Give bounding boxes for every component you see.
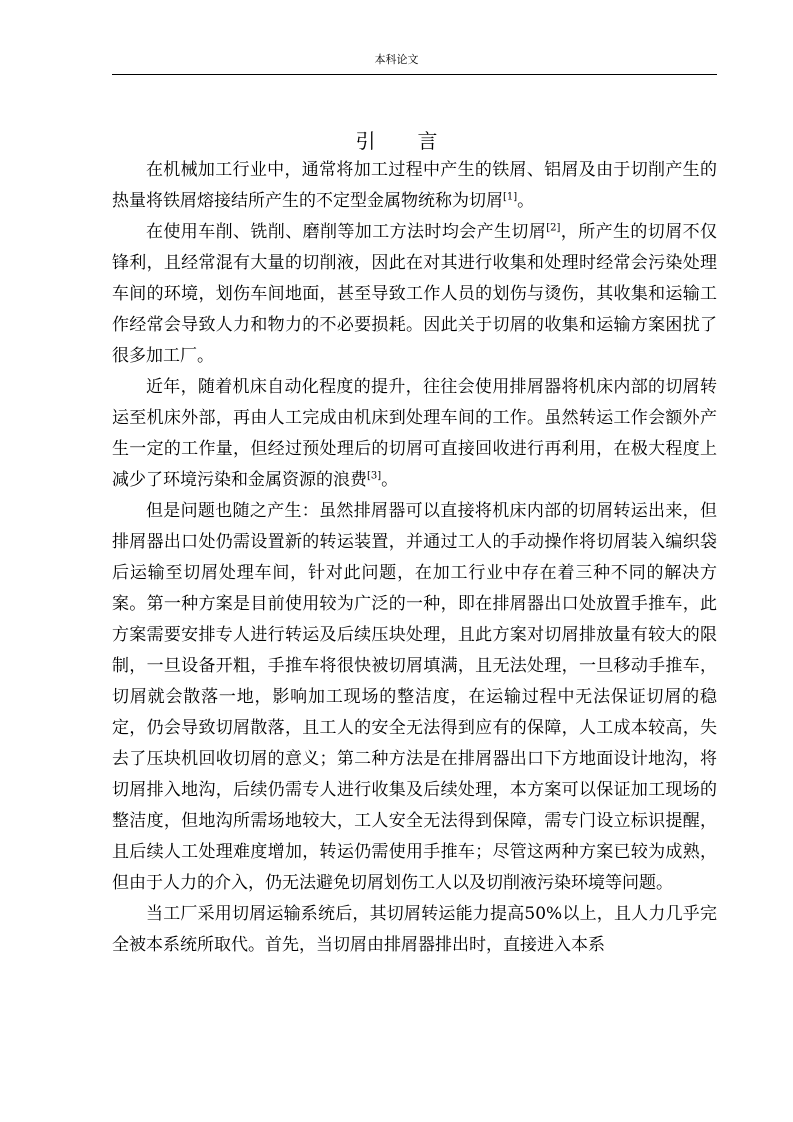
citation-ref: [3] (367, 470, 382, 482)
paragraph-tail: ，所产生的切屑不仅锋利，且经常混有大量的切削液，因此在对其进行收集和处理时经常会污染处理车间的环境，划伤车间地面，甚至导致工作人员的划伤与烫伤，其收集和运输工作经常会导致人力和物力的不必要损耗。因此关于切屑的收集和运输方案困扰了很多加工厂。 (112, 222, 718, 366)
paragraph-3 (112, 372, 717, 496)
paragraph-1 (112, 155, 717, 217)
citation-ref: [2] (546, 222, 561, 234)
paragraph-text: 当工厂采用切屑运输系统后，其切屑转运能力提高50%以上，且人力几乎完全被本系统所取代。首先，当切屑由排屑器排出时，直接进入本系 (112, 904, 717, 955)
paragraph-text: 但是问题也随之产生：虽然排屑器可以直接将机床内部的切屑转运出来，但排屑器出口处仍需设置新的转运装置，并通过工人的手动操作将切屑装入编织袋后运输至切屑处理车间，针对此问题，在加工行业中存在着三种不同的解决方案。第一种方案是目前使用较为广泛的一种，即在排屑器出口处放置手推车，此方案需要安排专人进行转运及后续压块处理，且此方案对切屑排放量有较大的限制，一旦设备开粗，手推车将很快被切屑填满，且无法处理，一旦移动手推车，切屑就会散落一地，影响加工现场的整洁度，在运输过程中无法保证切屑的稳定，仍会导致切屑散落，且工人的安全无法得到应有的保障，人工成本较高，失去了压块机回收切屑的意义；第二种方法是在排屑器出口下方地面设计地沟，将切屑排入地沟，后续仍需专人进行收集及后续处理，本方案可以保证加工现场的整洁度，但地沟所需场地较大，工人安全无法得到保障，需专门设立标识提醒，且后续人工处理难度增加，转运仍需使用手推车；尽管这两种方案已较为成熟，但由于人力的介入，仍无法避免切屑划伤工人以及切削液污染环境等问题。 (112, 501, 717, 893)
paragraph-2 (112, 217, 717, 372)
paragraph-5 (112, 899, 717, 961)
body-text (112, 155, 717, 961)
paragraph-text: 在使用车削、铣削、磨削等加工方法时均会产生切屑 (146, 222, 547, 242)
section-title: 引言 (355, 129, 480, 153)
paragraph-4 (112, 496, 717, 899)
header-rule (112, 74, 717, 75)
paragraph-text: 在机械加工行业中，通常将加工过程中产生的铁屑、铝屑及由于切削产生的热量将铁屑熔接结所产生的不定型金属物统称为切屑 (112, 160, 717, 211)
running-header: 本科论文 (374, 53, 419, 66)
paragraph-tail: 。 (517, 191, 535, 211)
paragraph-tail: 。 (381, 470, 399, 490)
paragraph-text: 近年，随着机床自动化程度的提升，往往会使用排屑器将机床内部的切屑转运至机床外部，再由人工完成由机床到处理车间的工作。虽然转运工作会额外产生一定的工作量，但经过预处理后的切屑可直接回收进行再利用，在极大程度上减少了环境污染和金属资源的浪费 (112, 377, 717, 490)
citation-ref: [1] (503, 191, 518, 203)
